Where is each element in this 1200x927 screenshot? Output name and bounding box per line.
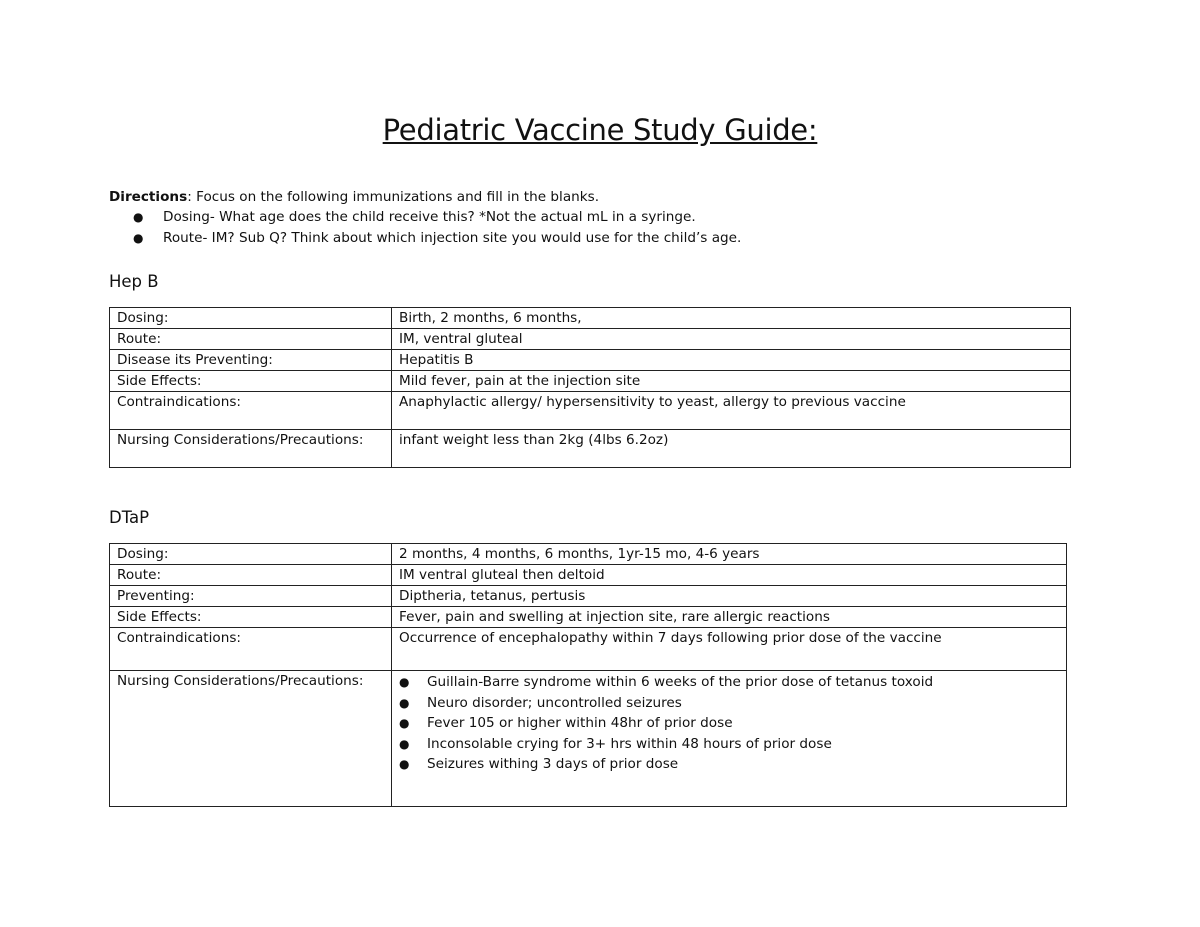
row-label: Disease its Preventing:: [110, 350, 392, 371]
bullet-text: Dosing- What age does the child receive this? *Not the actual mL in a syringe.: [163, 209, 696, 225]
row-value-list: [392, 671, 1067, 807]
row-value: 2 months, 4 months, 6 months, 1yr-15 mo, 4-6 years: [392, 544, 1067, 565]
list-item-text: Guillain-Barre syndrome within 6 weeks of the prior dose of tetanus toxoid: [427, 674, 934, 690]
row-value: Diptheria, tetanus, pertusis: [392, 586, 1067, 607]
bullet-icon: ●: [399, 695, 410, 710]
row-label: Side Effects:: [110, 371, 392, 392]
bullet-icon: ●: [399, 675, 410, 689]
section-heading-dtap: DTaP: [109, 508, 150, 527]
row-value: Birth, 2 months, 6 months,: [392, 308, 1071, 329]
row-label: Nursing Considerations/Precautions:: [110, 671, 392, 807]
bullet-icon: ●: [399, 757, 410, 771]
table-row: [110, 371, 1071, 392]
row-value: Hepatitis B: [392, 350, 1071, 371]
list-item-text: Seizures withing 3 days of prior dose: [427, 756, 679, 772]
list-item-text: Neuro disorder; uncontrolled seizures: [427, 694, 682, 711]
directions: [109, 187, 599, 207]
precautions-list: [399, 672, 1059, 775]
dtap-table: [109, 543, 1067, 807]
row-value: infant weight less than 2kg (4lbs 6.2oz): [392, 430, 1071, 468]
table-row: [110, 671, 1067, 807]
list-item-text: Inconsolable crying for 3+ hrs within 48 hours of prior dose: [427, 735, 832, 752]
row-label: Dosing:: [110, 544, 392, 565]
row-label: Preventing:: [110, 586, 392, 607]
table-row: [110, 308, 1071, 329]
bullet-icon: ●: [133, 210, 144, 224]
table-row: [110, 607, 1067, 628]
row-label: Side Effects:: [110, 607, 392, 628]
row-label: Nursing Considerations/Precautions:: [110, 430, 392, 468]
row-value: Occurrence of encephalopathy within 7 days following prior dose of the vaccine: [392, 628, 1067, 671]
bullet-icon: ●: [399, 736, 410, 751]
list-item: [399, 713, 1059, 734]
section-heading-hepb: Hep B: [109, 272, 159, 291]
row-label: Route:: [110, 565, 392, 586]
bullet-icon: ●: [133, 230, 144, 245]
list-item: [399, 693, 1059, 714]
page-title: Pediatric Vaccine Study Guide:: [382, 113, 818, 147]
list-item-text: Fever 105 or higher within 48hr of prior dose: [427, 715, 733, 731]
row-label: Contraindications:: [110, 628, 392, 671]
table-row: [110, 628, 1067, 671]
table-row: [110, 329, 1071, 350]
row-value: IM ventral gluteal then deltoid: [392, 565, 1067, 586]
table-row: [110, 430, 1071, 468]
row-value: Mild fever, pain at the injection site: [392, 371, 1071, 392]
row-label: Route:: [110, 329, 392, 350]
bullet-text: Route- IM? Sub Q? Think about which injection site you would use for the child’s age.: [163, 229, 742, 246]
hepb-table: [109, 307, 1071, 468]
table-row: [110, 544, 1067, 565]
directions-label: Directions: [109, 189, 188, 205]
table-row: [110, 392, 1071, 430]
directions-text: : Focus on the following immunizations and fill in the blanks.: [187, 189, 600, 205]
list-item: [399, 754, 1059, 775]
row-label: Dosing:: [110, 308, 392, 329]
list-item: [399, 672, 1059, 693]
table-row: [110, 350, 1071, 371]
row-value: Fever, pain and swelling at injection site, rare allergic reactions: [392, 607, 1067, 628]
row-label: Contraindications:: [110, 392, 392, 430]
table-row: [110, 586, 1067, 607]
row-value: IM, ventral gluteal: [392, 329, 1071, 350]
row-value: Anaphylactic allergy/ hypersensitivity to yeast, allergy to previous vaccine: [392, 392, 1071, 430]
list-item: [399, 734, 1059, 755]
bullet-icon: ●: [399, 716, 410, 730]
table-row: [110, 565, 1067, 586]
